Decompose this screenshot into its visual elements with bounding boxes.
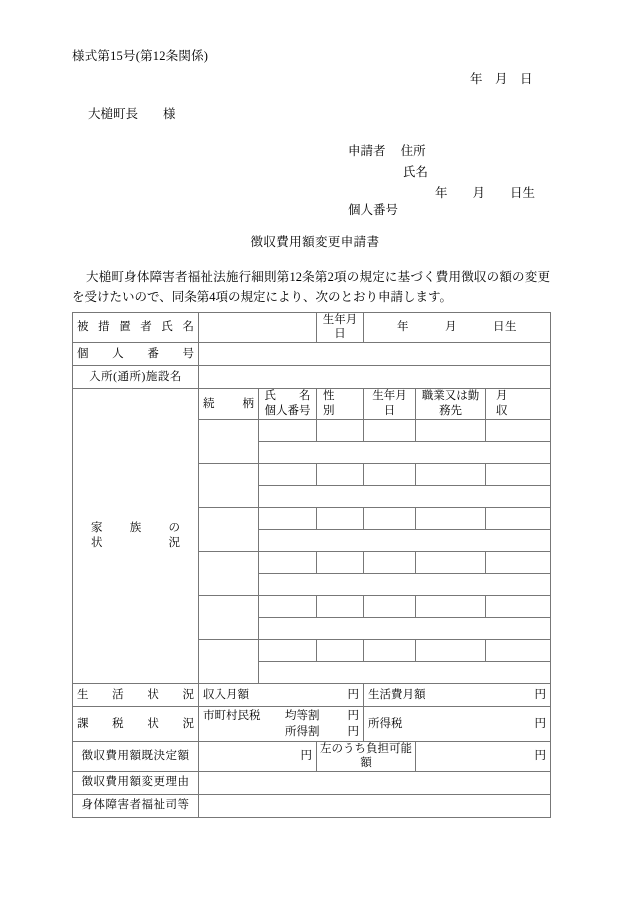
welfare-officer-value[interactable] [199,794,551,817]
affordable-amount-label: 左のうち負担可能額 [317,741,416,771]
family-gender-value[interactable] [317,595,364,617]
applicant-address-row [348,141,535,162]
page-title: 徴収費用額変更申請書 [250,235,380,249]
table-row-living-status [73,683,551,706]
income-monthly-cell[interactable] [199,683,364,706]
family-status-label [73,388,199,683]
family-gender-value[interactable] [317,639,364,661]
family-status-label-line2: 状況 [91,536,180,549]
table-row-change-reason [73,771,551,794]
family-header-mynumber: 個人番号 [264,404,311,417]
applicant-block [348,141,535,204]
applicant-address-label: 住所 [400,144,426,158]
family-name-value[interactable] [259,507,317,529]
table-row-decided-amount [73,741,551,771]
family-header-name-mynumber [259,388,317,419]
family-status-label-line1: 家族の [91,522,180,535]
family-income-value[interactable] [486,507,551,529]
family-relation-value[interactable] [199,419,259,463]
family-header-gender: 性 別 [317,388,364,419]
lead-text: 大槌町身体障害者福祉法施行細則第12条第2項の規定に基づく費用徴収の額の変更を受けたいので、同条第4項の規定により、次のとおり申請します。 [72,270,550,304]
family-name-value[interactable] [259,595,317,617]
family-income-value[interactable] [486,463,551,485]
family-mynumber-value[interactable] [259,661,551,683]
family-name-value[interactable] [259,551,317,573]
table-row-subject-mynumber [73,342,551,365]
tax-status-label: 課税状況 [73,706,199,741]
applicant-birth-label: 年 月 日生 [435,186,536,200]
family-relation-value[interactable] [199,639,259,683]
family-birth-value[interactable] [364,507,416,529]
family-mynumber-value[interactable] [259,617,551,639]
municipal-tax-cell[interactable] [199,706,364,741]
family-header-birth: 生年月日 [364,388,416,419]
family-header-income: 月 収 [486,388,551,419]
family-relation-value[interactable] [199,463,259,507]
decided-amount-value[interactable]: 円 [199,741,317,771]
applicant-name-label: 氏名 [403,165,429,179]
family-name-value[interactable] [259,419,317,441]
family-occupation-value[interactable] [416,463,486,485]
change-reason-value[interactable] [199,771,551,794]
facility-value[interactable] [199,365,551,388]
family-gender-value[interactable] [317,551,364,573]
family-birth-value[interactable] [364,639,416,661]
municipal-tax-label: 市町村民税 [203,709,261,722]
affordable-amount-value[interactable]: 円 [416,741,551,771]
family-header-name: 氏 名 [264,389,311,402]
facility-label: 入所(通所)施設名 [73,365,199,388]
family-birth-value[interactable] [364,419,416,441]
family-occupation-value[interactable] [416,595,486,617]
family-mynumber-value[interactable] [259,485,551,507]
living-cost-cell[interactable] [364,683,551,706]
family-relation-value[interactable] [199,551,259,595]
family-occupation-value[interactable] [416,639,486,661]
living-cost-yen: 円 [534,688,546,701]
family-gender-value[interactable] [317,463,364,485]
table-row-family-header [73,388,551,419]
family-relation-value[interactable] [199,507,259,551]
income-rate-label: 所得割 [285,725,320,738]
family-occupation-value[interactable] [416,551,486,573]
per-capita-label: 均等割 [285,709,320,722]
issue-date-line: 年 月 日 [470,72,533,86]
family-mynumber-value[interactable] [259,529,551,551]
subject-birth-value[interactable]: 年 月 日生 [364,313,551,343]
subject-mynumber-label: 個人番号 [73,342,199,365]
per-capita-yen: 円 [347,709,359,722]
change-reason-label: 徴収費用額変更理由 [73,771,199,794]
family-relation-value[interactable] [199,595,259,639]
applicant-name-row [348,162,535,183]
application-table [72,312,551,818]
living-status-label: 生活状況 [73,683,199,706]
table-row-tax-status [73,706,551,741]
family-mynumber-value[interactable] [259,573,551,595]
decided-amount-label: 徴収費用額既決定額 [73,741,199,771]
income-tax-label: 所得税 [368,717,403,730]
family-gender-value[interactable] [317,419,364,441]
family-birth-value[interactable] [364,595,416,617]
family-name-value[interactable] [259,639,317,661]
family-income-value[interactable] [486,551,551,573]
lead-paragraph [72,267,550,307]
income-rate-yen: 円 [347,725,359,738]
subject-name-value[interactable] [199,313,317,343]
subject-birth-label: 生年月日 [317,313,364,343]
addressee: 大槌町長 様 [88,107,176,121]
family-occupation-value[interactable] [416,507,486,529]
family-header-relation: 続柄 [199,388,259,419]
income-tax-cell[interactable] [364,706,551,741]
family-header-occupation: 職業又は勤務先 [416,388,486,419]
family-gender-value[interactable] [317,507,364,529]
subject-name-label: 被措置者氏名 [73,313,199,343]
table-row-welfare-officer [73,794,551,817]
living-cost-label: 生活費月額 [368,688,426,701]
family-occupation-value[interactable] [416,419,486,441]
income-monthly-yen: 円 [347,688,359,701]
table-row-subject-name [73,313,551,343]
income-tax-yen: 円 [534,717,546,730]
family-name-value[interactable] [259,463,317,485]
welfare-officer-label: 身体障害者福祉司等 [73,794,199,817]
form-number: 様式第15号(第12条関係) [72,49,209,63]
family-birth-value[interactable] [364,463,416,485]
applicant-mynumber-label: 個人番号 [348,203,399,217]
family-mynumber-value[interactable] [259,441,551,463]
family-income-value[interactable] [486,639,551,661]
family-birth-value[interactable] [364,551,416,573]
applicant-label: 申請者 [348,144,386,158]
family-income-value[interactable] [486,595,551,617]
table-row-facility [73,365,551,388]
subject-mynumber-value[interactable] [199,342,551,365]
family-income-value[interactable] [486,419,551,441]
income-monthly-label: 収入月額 [203,688,249,701]
